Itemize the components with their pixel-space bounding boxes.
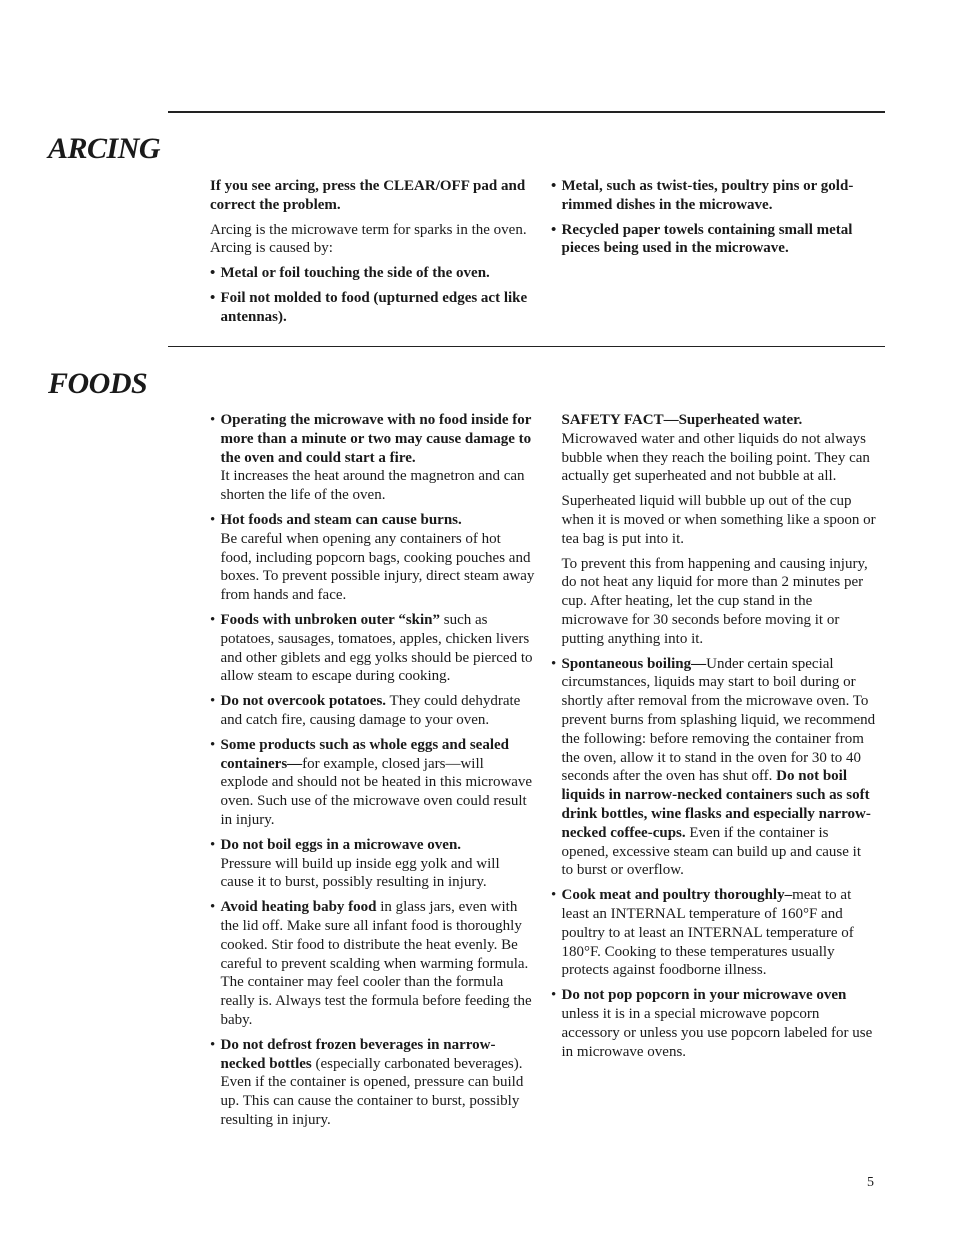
foods-list-item: • Hot foods and steam can cause burns. Be careful when opening any containers of hot food, including popcorn bags, cooking pouches and boxes. To prevent possible injury, direct steam away from hands and face. [210, 511, 535, 604]
foods-list-item: • Do not boil eggs in a microwave oven. Pressure will build up inside egg yolk and will cause it to burst, possibly resulting in injury. [210, 836, 500, 891]
safety-fact: SAFETY FACT—Superheated water. Microwaved water and other liquids do not always bubble when they reach the boiling point. They can actually get superheated and not bubble at all. [561, 412, 870, 485]
bullet-glyph: • [551, 655, 557, 672]
bullet-glyph: • [551, 987, 557, 1004]
top-rule [168, 111, 885, 113]
safety-fact-paragraph: Superheated liquid will bubble up out of the cup when it is moved or when something like a spoon or tea bag is put into it. [561, 493, 876, 547]
foods-list-item: • Do not defrost frozen beverages in narrow-necked bottles (especially carbonated beverages). Even if the container is opened, pressure can build up. This can cause the container to burst, possibly resulting in injury. [210, 1036, 524, 1128]
arcing-cause-item: • Foil not molded to food (upturned edges act like antennas). [210, 289, 528, 325]
bullet-glyph: • [551, 221, 557, 238]
foods-left-column [210, 411, 535, 1136]
arcing-intro-bold: If you see arcing, press the CLEAR/OFF pad and correct the problem. [210, 178, 526, 213]
foods-list-item: • Foods with unbroken outer “skin” such as potatoes, sausages, tomatoes, apples, chicken livers and other giblets and egg yolks should be pierced to allow steam to escape during cooking. [210, 611, 533, 685]
foods-heading: FOODS [48, 367, 148, 400]
foods-list-item: • Do not overcook potatoes. They could dehydrate and catch fire, causing damage to your oven. [210, 693, 521, 728]
foods-list-item: • Spontaneous boiling—Under certain special circumstances, liquids may start to boil during or shortly after removal from the microwave oven. To prevent burns from splashing liquid, we recommend the following: before removing the container from the oven, allow it to stand in the oven for 30 to 40 seconds after the oven has shut off. Do not boil liquids in narrow-necked containers such as soft drink bottles, wine flasks and especially narrow-necked coffee-cups. Even if the container is opened, excessive steam can build up and cause it to burst or overflow. [551, 655, 876, 879]
arcing-intro-text: Arcing is the microwave term for sparks in the oven. Arcing is caused by: [210, 221, 527, 257]
foods-list-item: • Operating the microwave with no food inside for more than a minute or two may cause damage to the oven and could start a fire. It increases the heat around the magnetron and can shorten the life of the oven. [210, 412, 532, 504]
bullet-glyph: • [551, 178, 557, 194]
bullet-glyph: • [210, 412, 216, 428]
foods-right-column [551, 411, 876, 1067]
arcing-cause-item: • Recycled paper towels containing small metal pieces being used in the microwave. [551, 221, 853, 257]
bullet-glyph: • [210, 289, 216, 306]
bullet-glyph: • [210, 736, 216, 753]
bullet-glyph: • [210, 836, 216, 853]
foods-list-item: • Do not pop popcorn in your microwave oven unless it is in a special microwave popcorn accessory or unless you use popcorn labeled for use in microwave ovens. [551, 987, 873, 1060]
foods-list-item: • Cook meat and poultry thoroughly–meat to at least an INTERNAL temperature of 160°F and poultry to at least an INTERNAL temperature of 180°F. Cooking to these temperatures usually protects against foodborne illness. [551, 887, 854, 979]
safety-fact-paragraph: To prevent this from happening and causing injury, do not heat any liquid for more than 2 minutes per cup. After heating, let the cup stand in the microwave for 30 seconds before moving it or putting anything into it. [561, 555, 868, 647]
section-divider [168, 346, 885, 347]
foods-list-item: • Some products such as whole eggs and sealed containers—for example, closed jars—will explode and should not be heated in this microwave oven. Such use of the microwave oven could result in injury. [210, 736, 533, 828]
arcing-cause-item: • Metal or foil touching the side of the oven. [210, 265, 490, 282]
bullet-glyph: • [210, 265, 216, 282]
arcing-right-column [551, 177, 876, 264]
bullet-glyph: • [210, 899, 216, 916]
bullet-glyph: • [551, 887, 557, 904]
bullet-glyph: • [210, 511, 216, 528]
bullet-glyph: • [210, 1036, 216, 1053]
arcing-cause-item: • Metal, such as twist-ties, poultry pins or gold-rimmed dishes in the microwave. [551, 178, 854, 213]
bullet-glyph: • [210, 611, 216, 628]
page-number: 5 [867, 1175, 874, 1190]
bullet-glyph: • [210, 693, 216, 710]
foods-list-item: • Avoid heating baby food in glass jars, even with the lid off. Make sure all infant food is thoroughly cooked. Stir food to distribute the heat evenly. Be careful to prevent scalding when warming formula. The container may feel cooler than the formula really is. Always test the formula before feeding the baby. [210, 899, 532, 1028]
arcing-heading: ARCING [48, 132, 161, 165]
arcing-left-column [210, 177, 535, 333]
